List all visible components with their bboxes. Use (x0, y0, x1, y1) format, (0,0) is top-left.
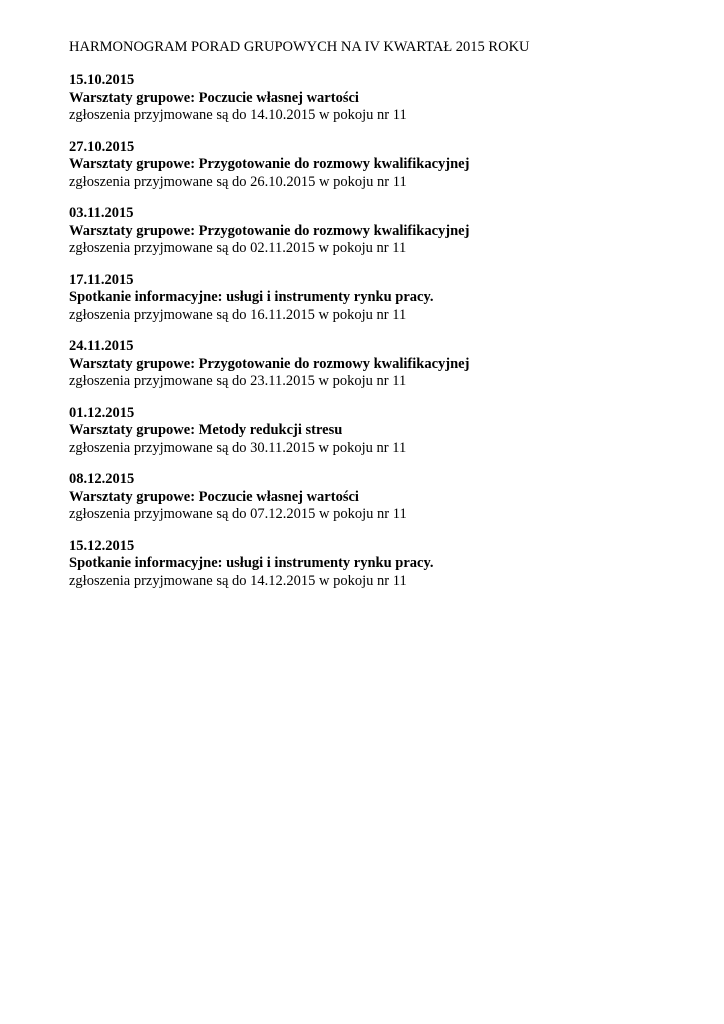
entry-event-title: Warsztaty grupowe: Przygotowanie do rozmowy kwalifikacyjnej (69, 156, 470, 172)
entry-event-title: Warsztaty grupowe: Przygotowanie do rozmowy kwalifikacyjnej (69, 355, 470, 372)
entry-date: 17.11.2015 (69, 271, 134, 288)
entry-date: 03.11.2015 (69, 205, 134, 221)
entry-registration-note: zgłoszenia przyjmowane są do 02.11.2015 w pokoju nr 11 (69, 240, 407, 256)
entry-registration-note: zgłoszenia przyjmowane są do 16.11.2015 w pokoju nr 11 (69, 306, 407, 323)
entry-date: 27.10.2015 (69, 138, 135, 155)
entry-date: 15.12.2015 (69, 537, 135, 554)
entry-event-title: Spotkanie informacyjne: usługi i instrumenty rynku pracy. (69, 289, 434, 305)
schedule-entry (69, 139, 709, 192)
entry-registration-note: zgłoszenia przyjmowane są do 23.11.2015 w pokoju nr 11 (69, 373, 407, 389)
entry-date: 15.10.2015 (69, 72, 135, 88)
entry-date: 08.12.2015 (69, 471, 135, 487)
entry-event-title: Warsztaty grupowe: Poczucie własnej wartości (69, 488, 359, 505)
schedule-entry (69, 205, 709, 258)
entry-registration-note: zgłoszenia przyjmowane są do 14.12.2015 w pokoju nr 11 (69, 572, 407, 589)
entry-registration-note: zgłoszenia przyjmowane są do 26.10.2015 w pokoju nr 11 (69, 173, 407, 190)
entry-event-title: Warsztaty grupowe: Poczucie własnej wartości (69, 89, 359, 106)
entry-event-title: Warsztaty grupowe: Przygotowanie do rozmowy kwalifikacyjnej (69, 222, 470, 239)
entry-date: 24.11.2015 (69, 338, 134, 354)
schedule-entry (69, 72, 709, 125)
entry-date: 01.12.2015 (69, 404, 135, 421)
entry-event-title: Spotkanie informacyjne: usługi i instrumenty rynku pracy. (69, 555, 434, 571)
schedule-entry (69, 272, 709, 325)
document-title: HARMONOGRAM PORAD GRUPOWYCH NA IV KWARTAŁ 2015 ROKU (69, 39, 530, 55)
entry-registration-note: zgłoszenia przyjmowane są do 07.12.2015 w pokoju nr 11 (69, 506, 407, 522)
entry-registration-note: zgłoszenia przyjmowane są do 30.11.2015 w pokoju nr 11 (69, 439, 407, 456)
schedule-entry (69, 405, 709, 458)
entry-registration-note: zgłoszenia przyjmowane są do 14.10.2015 w pokoju nr 11 (69, 107, 407, 123)
entry-event-title: Warsztaty grupowe: Metody redukcji stresu (69, 422, 343, 438)
schedule-entry (69, 471, 709, 524)
schedule-entry (69, 538, 709, 591)
schedule-entry (69, 338, 709, 391)
document-body (69, 37, 709, 604)
